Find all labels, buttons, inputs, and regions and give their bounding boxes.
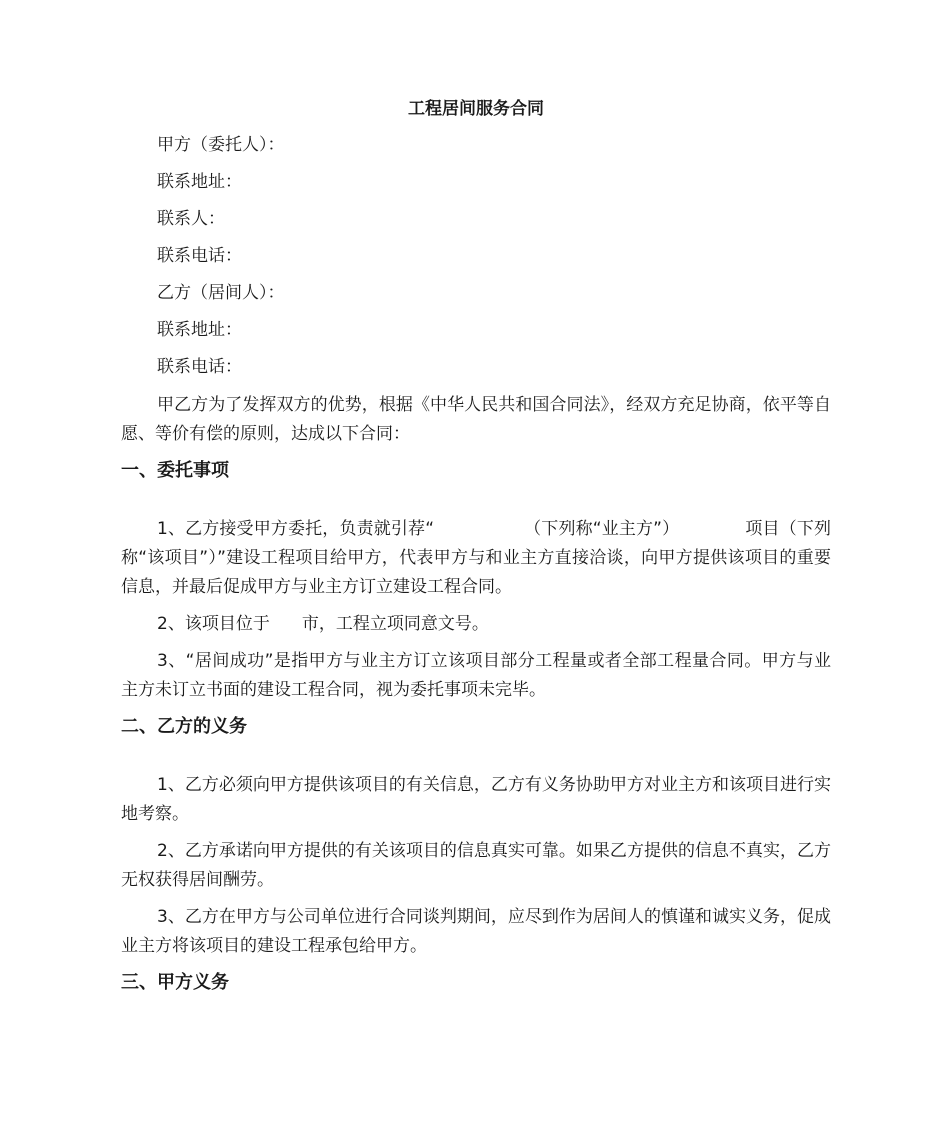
section-3-heading: 三、甲方义务: [121, 972, 229, 993]
section-1-item-1-part-2: （下列称“业主方”）: [524, 519, 680, 539]
party-b-label: 乙方（居间人）：: [157, 283, 285, 303]
party-b-phone: 联系电话：: [157, 357, 242, 377]
party-a-phone: 联系电话：: [157, 246, 242, 266]
section-1-item-1: [121, 515, 831, 602]
section-2-item-1: 1、乙方必须向甲方提供该项目的有关信息，乙方有义务协助甲方对业主方和该项目进行实地考察。: [121, 775, 831, 824]
section-1-heading: 一、委托事项: [121, 460, 229, 481]
section-2-item-2: 2、乙方承诺向甲方提供的有关该项目的信息真实可靠。如果乙方提供的信息不真实，乙方无权获得居间酬劳。: [121, 841, 831, 890]
section-1-item-1-part-1: 1、乙方接受甲方委托，负责就引荐“: [157, 519, 434, 539]
contract-page: [121, 96, 831, 1027]
preamble: 甲乙方为了发挥双方的优势，根据《中华人民共和国合同法》，经双方充足协商，依平等自愿、等价有偿的原则，达成以下合同：: [121, 395, 831, 444]
party-a-label: 甲方（委托人）：: [157, 135, 285, 155]
section-1-item-3: 3、“居间成功”是指甲方与业主方订立该项目部分工程量或者全部工程量合同。甲方与业主方未订立书面的建设工程合同，视为委托事项未完毕。: [121, 651, 831, 700]
document-title: 工程居间服务合同: [408, 99, 544, 119]
section-2-heading: 二、乙方的义务: [121, 716, 247, 737]
section-1-item-2: [121, 610, 831, 639]
section-1-item-2-part-2: 市，工程立项同意文号。: [301, 614, 489, 634]
section-1-item-2-part-1: 2、该项目位于: [157, 614, 270, 634]
party-b-address: 联系地址：: [157, 320, 242, 340]
party-a-address: 联系地址：: [157, 172, 242, 192]
section-2-item-3: 3、乙方在甲方与公司单位进行合同谈判期间，应尽到作为居间人的慎谨和诚实义务，促成业主方将该项目的建设工程承包给甲方。: [121, 907, 831, 956]
party-a-contact: 联系人：: [157, 209, 225, 229]
section-1-item-1-part-3: 项目（下列称“该项目”）”建设工程项目给甲方，代表甲方与和业主方直接洽谈，向甲方提供该项目的重要信息，并最后促成甲方与业主方订立建设工程合同。: [121, 519, 831, 597]
